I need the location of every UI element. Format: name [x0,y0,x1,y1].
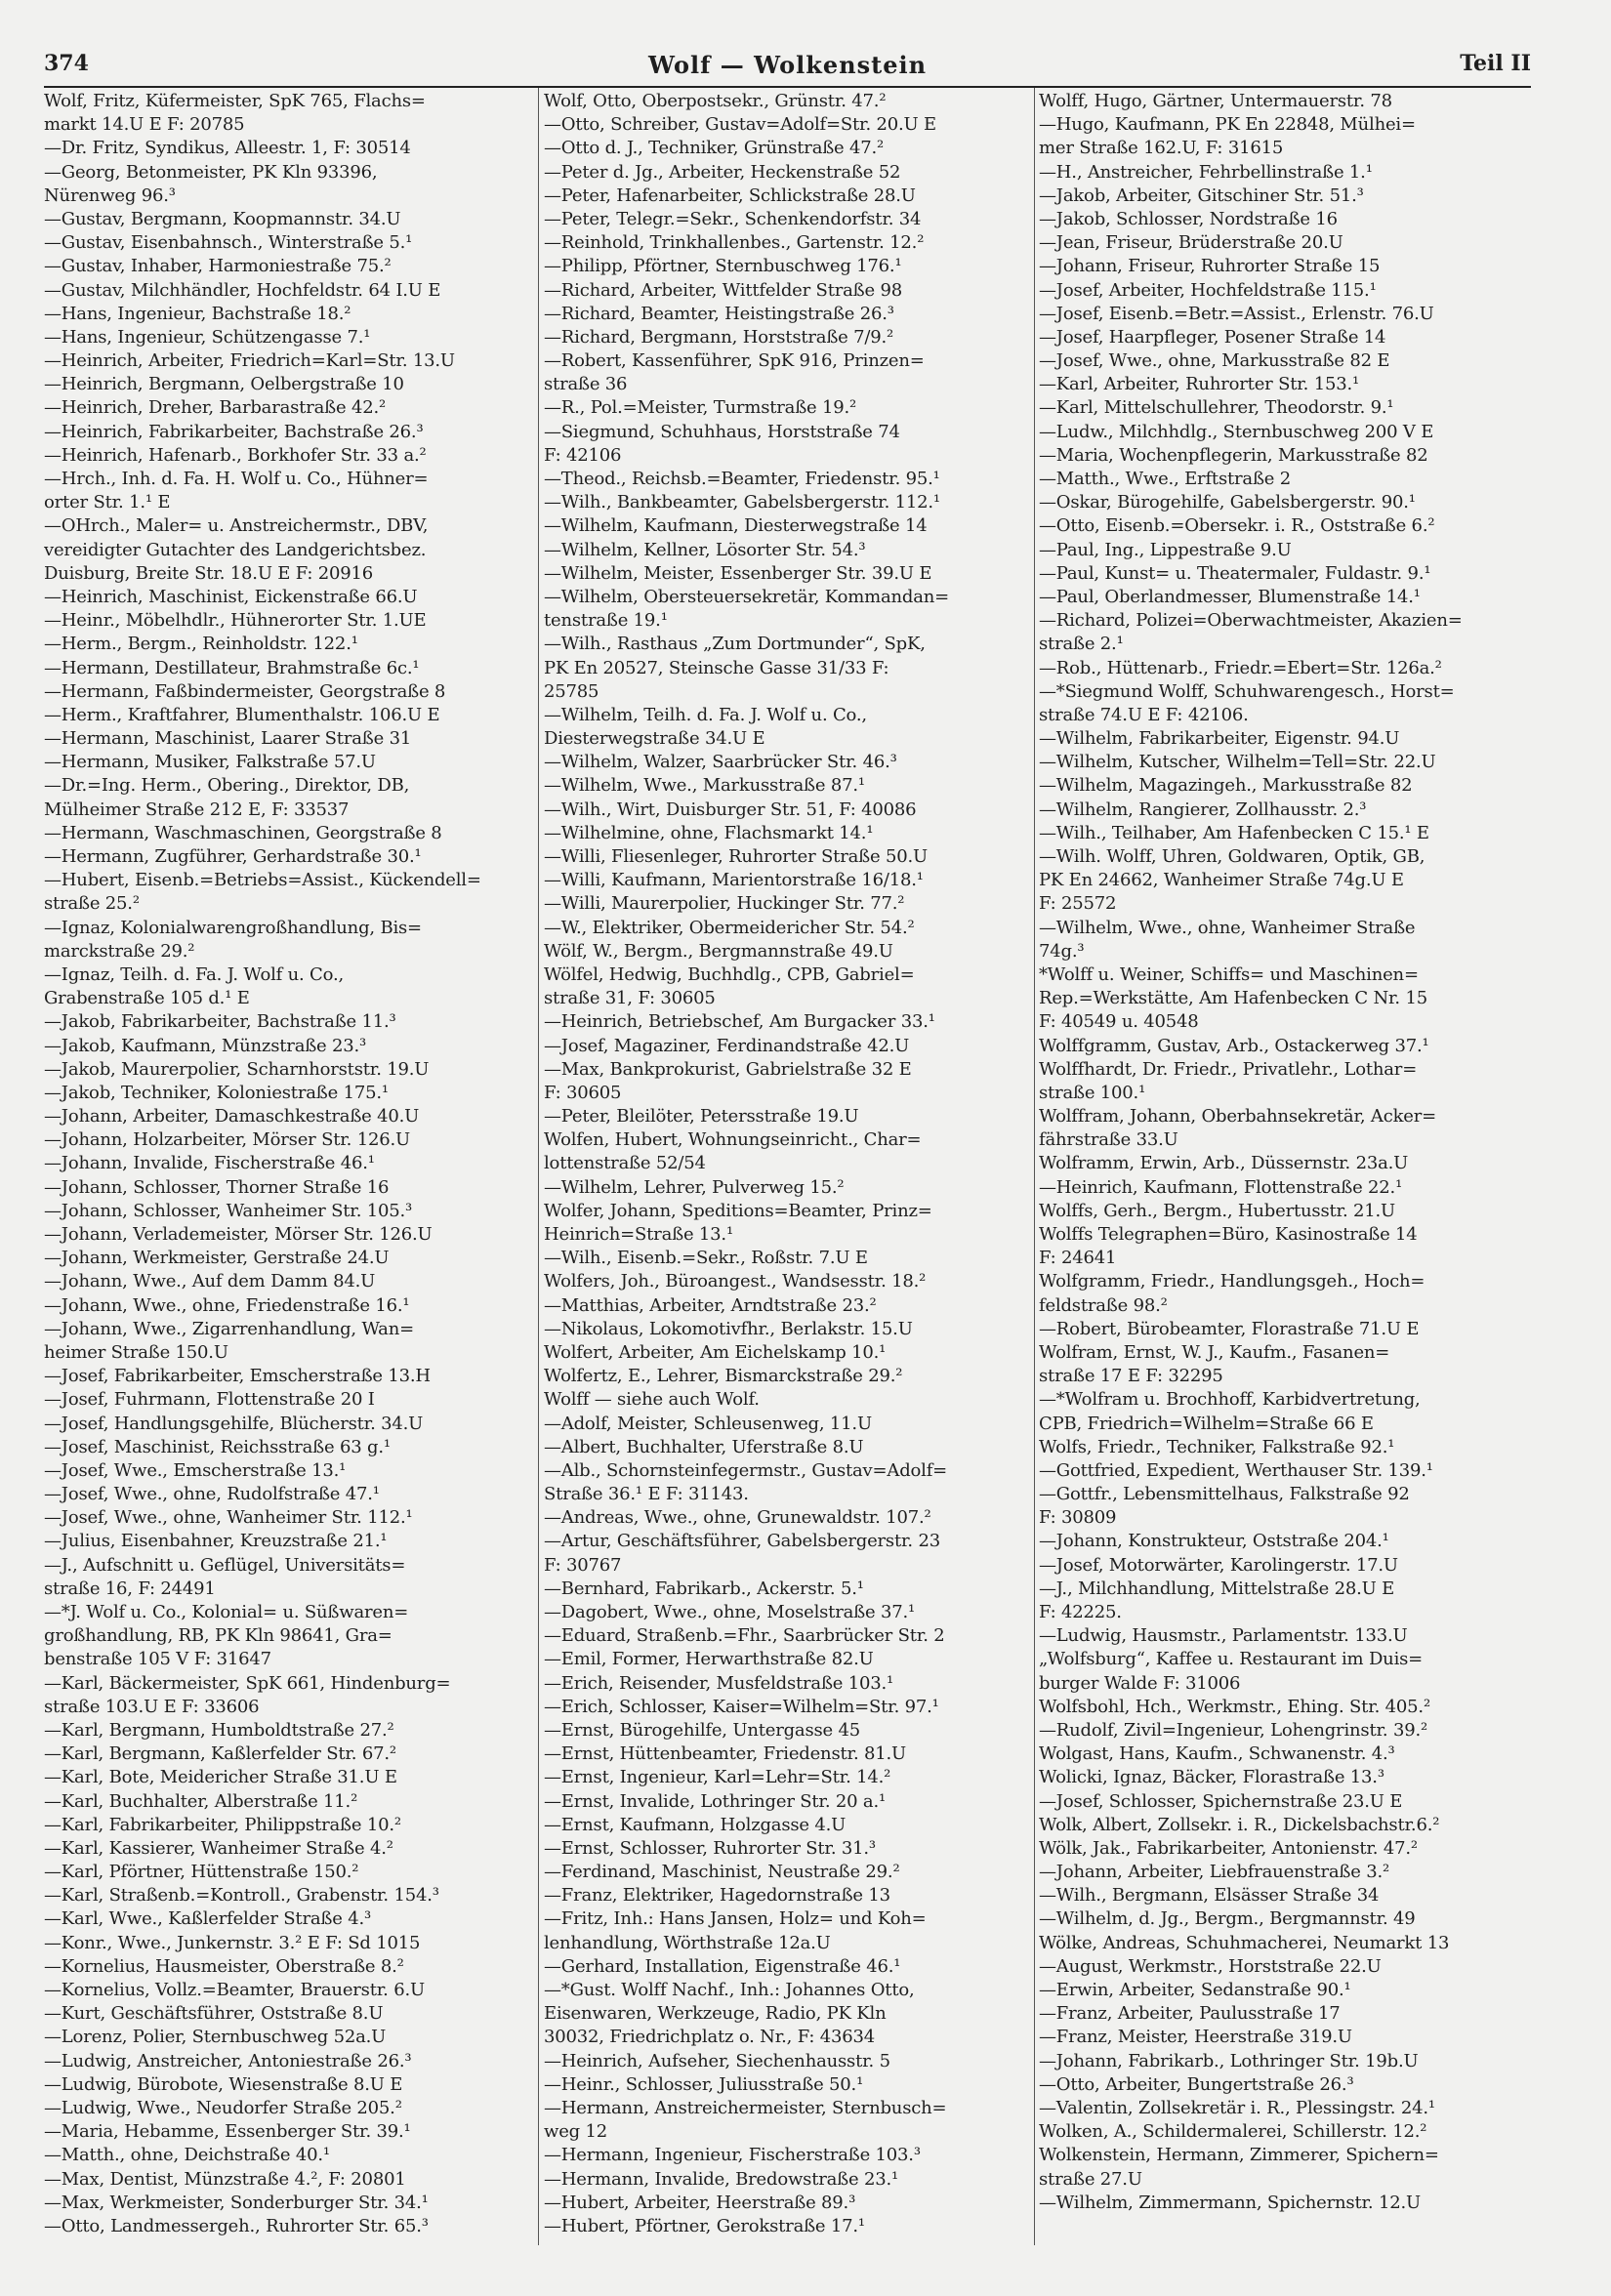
directory-entry-line: —*Gust. Wolff Nachf., Inh.: Johannes Otto, [544,1980,915,2000]
directory-entry-line: —Hubert, Arbeiter, Heerstraße 89.³ [544,2192,856,2213]
directory-entry-line: —Max, Bankprokurist, Gabrielstraße 32 E [544,1058,912,1080]
directory-entry-line: —Robert, Bürobeamter, Florastraße 71.U E [1039,1318,1420,1339]
page-header [44,51,1531,84]
directory-entry-line: —Hermann, Destillateur, Brahmstraße 6c.¹ [44,657,420,678]
directory-entry-line: —Josef, Fuhrmann, Flottenstraße 20 I [44,1389,375,1411]
directory-entry-line: straße 100.¹ [1039,1082,1146,1103]
directory-entry-line: —Karl, Straßenb.=Kontroll., Grabenstr. 154.³ [44,1885,439,1906]
directory-entry-line: PK En 24662, Wanheimer Straße 74g.U E [1039,870,1404,891]
directory-entry-line: Wolffhardt, Dr. Friedr., Privatlehr., Lothar= [1039,1058,1418,1080]
directory-entry-line: —Gottfr., Lebensmittelhaus, Falkstraße 92 [1039,1484,1410,1505]
directory-entry-line: —Ferdinand, Maschinist, Neustraße 29.² [544,1862,900,1883]
directory-entry-line: Wölk, Jak., Fabrikarbeiter, Antonienstr. 47.² [1039,1837,1418,1859]
directory-entry-line: marckstraße 29.² [44,940,195,962]
directory-entry-line: —Hubert, Eisenb.=Betriebs=Assist., Kückendell= [44,870,481,891]
directory-entry-line: —Wilhelm, Fabrikarbeiter, Eigenstr. 94.U [1039,728,1400,750]
directory-entry-line: lenhandlung, Wörthstraße 12a.U [544,1932,831,1953]
directory-entry-line: —Gustav, Inhaber, Harmoniestraße 75.² [44,256,392,277]
directory-entry-line: —Johann, Wwe., Auf dem Damm 84.U [44,1271,376,1292]
directory-entry-line: —Oskar, Bürogehilfe, Gabelsbergerstr. 90.¹ [1039,492,1416,513]
directory-entry-line: —Heinrich, Aufseher, Siechenhausstr. 5 [544,2050,890,2071]
directory-entry-line: —August, Werkmstr., Horststraße 22.U [1039,1955,1382,1977]
directory-entry-line: Wolfer, Johann, Speditions=Beamter, Prinz= [544,1200,932,1221]
directory-entry-line: —Robert, Kassenführer, SpK 916, Prinzen= [544,350,925,372]
directory-entry-line: Mülheimer Straße 212 E, F: 33537 [44,799,350,820]
directory-entry-line: —Heinrich, Betriebschef, Am Burgacker 33.¹ [544,1011,935,1033]
directory-entry-line: Wolffs Telegraphen=Büro, Kasinostraße 14 [1039,1224,1418,1245]
directory-entry-line: —Gerhard, Installation, Eigenstraße 46.¹ [544,1955,901,1977]
directory-entry-line: —Franz, Arbeiter, Paulusstraße 17 [1039,2003,1341,2025]
directory-entry-line: —Wilhelm, Rangierer, Zollhausstr. 2.³ [1039,799,1367,820]
directory-entry-line: F: 42106 [544,444,622,466]
directory-entry-line: —Heinrich, Dreher, Barbarastraße 42.² [44,397,386,419]
directory-entry-line: —Karl, Wwe., Kaßlerfelder Straße 4.³ [44,1908,371,1930]
directory-entry-line: —Johann, Invalide, Fischerstraße 46.¹ [44,1153,375,1174]
directory-entry-line: heimer Straße 150.U [44,1341,228,1363]
directory-entry-line: —Matth., ohne, Deichstraße 40.¹ [44,2145,330,2166]
directory-entry-line: —Otto, Arbeiter, Bungertstraße 26.³ [1039,2073,1354,2095]
directory-entry-line: —Karl, Bäckermeister, SpK 661, Hindenburg= [44,1672,451,1694]
directory-entry-line: Wolfgramm, Friedr., Handlungsgeh., Hoch= [1039,1271,1425,1292]
directory-entry-line: —Rob., Hüttenarb., Friedr.=Ebert=Str. 126a.² [1039,657,1442,678]
directory-entry-line: —Nikolaus, Lokomotivfhr., Berlakstr. 15.U [544,1318,913,1339]
directory-entry-line: Wolffgramm, Gustav, Arb., Ostackerweg 37.¹ [1039,1035,1429,1056]
directory-entry-line: —Josef, Arbeiter, Hochfeldstraße 115.¹ [1039,279,1377,301]
column-3 [1039,90,1532,2215]
directory-entry-line: —Ernst, Bürogehilfe, Untergasse 45 [544,1719,861,1741]
directory-entry-line: —Johann, Schlosser, Wanheimer Str. 105.³ [44,1200,413,1221]
directory-entry-line: großhandlung, RB, PK Kln 98641, Gra= [44,1625,392,1647]
directory-entry-line: —Gustav, Milchhändler, Hochfeldstr. 64 I.U E [44,279,441,301]
directory-entry-line: —Matthias, Arbeiter, Arndtstraße 23.² [544,1294,877,1316]
directory-entry-line: —Ludwig, Anstreicher, Antoniestraße 26.³ [44,2050,412,2071]
directory-entry-line: burger Walde F: 31006 [1039,1672,1241,1694]
directory-entry-line: —Wilhelm, Kutscher, Wilhelm=Tell=Str. 22.U [1039,752,1436,773]
directory-entry-line: —Kornelius, Vollz.=Beamter, Brauerstr. 6.U [44,1980,425,2000]
directory-entry-line: —Hrch., Inh. d. Fa. H. Wolf u. Co., Hühner= [44,469,429,489]
directory-entry-line: —Paul, Ing., Lippestraße 9.U [1039,539,1292,560]
directory-entry-line: —Theod., Reichsb.=Beamter, Friedenstr. 95.¹ [544,469,940,489]
directory-entry-line: —*Siegmund Wolff, Schuhwarengesch., Horst= [1039,680,1455,702]
directory-entry-line: —Ignaz, Kolonialwarengroßhandlung, Bis= [44,917,422,938]
directory-entry-line: Wölfel, Hedwig, Buchhdlg., CPB, Gabriel= [544,964,915,985]
directory-entry-line: —Hugo, Kaufmann, PK En 22848, Mülhei= [1039,114,1416,136]
directory-entry-line: feldstraße 98.² [1039,1294,1168,1316]
directory-entry-line: —Richard, Arbeiter, Wittfelder Straße 98 [544,279,902,301]
directory-entry-line: —Bernhard, Fabrikarb., Ackerstr. 5.¹ [544,1578,864,1599]
directory-entry-line: —Artur, Geschäftsführer, Gabelsbergerstr. 23 [544,1531,940,1552]
directory-entry-line: —Josef, Handlungsgehilfe, Blücherstr. 34.U [44,1413,424,1434]
directory-entry-line: —Julius, Eisenbahner, Kreuzstraße 21.¹ [44,1531,388,1552]
directory-entry-line: —Heinrich, Kaufmann, Flottenstraße 22.¹ [1039,1176,1403,1198]
directory-entry-line: Heinrich=Straße 13.¹ [544,1224,733,1245]
directory-entry-line: weg 12 [544,2121,608,2143]
directory-entry-line: —Rudolf, Zivil=Ingenieur, Lohengrinstr. 39.² [1039,1719,1427,1741]
directory-entry-line: —Kurt, Geschäftsführer, Oststraße 8.U [44,2003,384,2025]
directory-entry-line: —Heinrich, Bergmann, Oelbergstraße 10 [44,374,404,395]
directory-entry-line: —Josef, Eisenb.=Betr.=Assist., Erlenstr. 76.U [1039,303,1434,324]
directory-entry-line: Wolicki, Ignaz, Bäcker, Florastraße 13.³ [1039,1767,1384,1788]
directory-entry-line: —Peter, Hafenarbeiter, Schlickstraße 28.U [544,184,916,206]
directory-entry-line: —Wilh., Bergmann, Elsässer Straße 34 [1039,1885,1380,1906]
header-rule [44,86,1531,88]
directory-entry-line: —Ernst, Ingenieur, Karl=Lehr=Str. 14.² [544,1767,891,1788]
directory-entry-line: —Ernst, Hüttenbeamter, Friedenstr. 81.U [544,1743,906,1765]
directory-entry-line: Wolfertz, E., Lehrer, Bismarckstraße 29.² [544,1366,903,1387]
directory-entry-line: —Johann, Schlosser, Thorner Straße 16 [44,1176,390,1198]
directory-entry-line: markt 14.U E F: 20785 [44,114,245,136]
directory-entry-line: —Hermann, Maschinist, Laarer Straße 31 [44,728,412,750]
directory-entry-line: —Hubert, Pförtner, Gerokstraße 17.¹ [544,2215,865,2236]
directory-entry-line: —Josef, Haarpfleger, Posener Straße 14 [1039,326,1386,348]
directory-entry-line: lottenstraße 52/54 [544,1153,706,1174]
directory-entry-line: —Maria, Wochenpflegerin, Markusstraße 82 [1039,444,1428,466]
directory-entry-line: —Johann, Friseur, Ruhrorter Straße 15 [1039,256,1381,277]
directory-entry-line: —Ludwig, Hausmstr., Parlamentstr. 133.U [1039,1625,1408,1647]
directory-entry-line: —Wilh. Wolff, Uhren, Goldwaren, Optik, GB, [1039,846,1425,867]
directory-entry-line: Wolf, Fritz, Küfermeister, SpK 765, Flachs= [44,91,426,111]
directory-entry-line: —Wilhelm, Walzer, Saarbrücker Str. 46.³ [544,752,897,773]
directory-entry-line: —Alb., Schornsteinfegermstr., Gustav=Adolf= [544,1459,948,1481]
directory-entry-line: —Wilh., Rasthaus „Zum Dortmunder“, SpK, [544,634,926,655]
directory-entry-line: Wolfsbohl, Hch., Werkmstr., Ehing. Str. 405.² [1039,1696,1430,1717]
directory-entry-line: straße 16, F: 24491 [44,1578,216,1599]
directory-entry-line: straße 103.U E F: 33606 [44,1696,260,1717]
directory-entry-line: —Richard, Polizei=Oberwachtmeister, Akazien= [1039,610,1463,632]
column-2 [544,90,1037,2238]
directory-entry-line: —Jakob, Fabrikarbeiter, Bachstraße 11.³ [44,1011,396,1033]
directory-entry-line: —OHrch., Maler= u. Anstreichermstr., DBV, [44,515,429,537]
directory-entry-line: —Matth., Wwe., Erftstraße 2 [1039,469,1292,489]
directory-entry-line: F: 30605 [544,1082,622,1103]
directory-entry-line: —Otto, Schreiber, Gustav=Adolf=Str. 20.U E [544,114,936,136]
directory-entry-line: —Ludwig, Bürobote, Wiesenstraße 8.U E [44,2073,403,2095]
directory-entry-line: —Erich, Reisender, Musfeldstraße 103.¹ [544,1672,894,1694]
directory-entry-line: Wolf, Otto, Oberpostsekr., Grünstr. 47.² [544,91,887,111]
directory-entry-line: Wölke, Andreas, Schuhmacherei, Neumarkt 13 [1039,1932,1450,1953]
directory-entry-line: —Reinhold, Trinkhallenbes., Gartenstr. 12.² [544,232,925,254]
directory-entry-line: Wolff, Hugo, Gärtner, Untermauerstr. 78 [1039,91,1392,111]
directory-entry-line: orter Str. 1.¹ E [44,492,171,513]
directory-entry-line: Wolkenstein, Hermann, Zimmerer, Spichern= [1039,2145,1439,2166]
column-divider [538,88,539,2245]
directory-entry-line: —Johann, Verlademeister, Mörser Str. 126.U [44,1224,433,1245]
directory-entry-line: —Johann, Arbeiter, Damaschkestraße 40.U [44,1106,420,1128]
directory-entry-line: —Johann, Konstrukteur, Oststraße 204.¹ [1039,1531,1389,1552]
directory-entry-line: —Gustav, Eisenbahnsch., Winterstraße 5.¹ [44,232,413,254]
directory-entry-line: —Ernst, Kaufmann, Holzgasse 4.U [544,1814,847,1835]
directory-entry-line: F: 40549 u. 40548 [1039,1011,1199,1033]
directory-entry-line: —Otto d. J., Techniker, Grünstraße 47.² [544,138,885,159]
directory-entry-line: —Heinrich, Fabrikarbeiter, Bachstraße 26.³ [44,421,424,442]
directory-entry-line: fährstraße 33.U [1039,1129,1178,1151]
directory-entry-line: —Willi, Fliesenleger, Ruhrorter Straße 50.U [544,846,928,867]
directory-entry-line: —Eduard, Straßenb.=Fhr., Saarbrücker Str. 2 [544,1625,945,1647]
directory-entry-line: —Peter, Telegr.=Sekr., Schenkendorfstr. 34 [544,208,922,229]
directory-entry-line: —Karl, Bergmann, Humboldtstraße 27.² [44,1719,394,1741]
directory-entry-line: —Karl, Bote, Meidericher Straße 31.U E [44,1767,397,1788]
directory-entry-line: 30032, Friedrichplatz o. Nr., F: 43634 [544,2027,876,2048]
part-label: Teil II [1460,51,1531,76]
directory-entry-line: PK En 20527, Steinsche Gasse 31/33 F: [544,657,889,678]
directory-entry-line: —Johann, Fabrikarb., Lothringer Str. 19b.U [1039,2050,1419,2071]
directory-entry-line: —Wilhelmine, ohne, Flachsmarkt 14.¹ [544,822,874,843]
directory-entry-line: —J., Milchhandlung, Mittelstraße 28.U E [1039,1578,1395,1599]
directory-entry-line: —W., Elektriker, Obermeidericher Str. 54.² [544,917,915,938]
directory-entry-line: Diesterwegstraße 34.U E [544,728,765,750]
directory-entry-line: straße 36 [544,374,628,395]
directory-entry-line: —Wilhelm, Wwe., ohne, Wanheimer Straße [1039,917,1416,938]
directory-entry-line: —Dr.=Ing. Herm., Obering., Direktor, DB, [44,775,410,797]
directory-entry-line: Wolff — siehe auch Wolf. [544,1389,760,1411]
directory-entry-line: —Johann, Wwe., Zigarrenhandlung, Wan= [44,1318,414,1339]
directory-entry-line: —Hermann, Ingenieur, Fischerstraße 103.³ [544,2145,921,2166]
directory-entry-line: —Heinrich, Arbeiter, Friedrich=Karl=Str. 13.U [44,350,455,372]
page-title: Wolf — Wolkenstein [647,51,928,79]
directory-entry-line: —Willi, Kaufmann, Marientorstraße 16/18.¹ [544,870,924,891]
directory-entry-line: —Maria, Hebamme, Essenberger Str. 39.¹ [44,2121,411,2143]
column-1 [44,90,537,2238]
directory-entry-line: —Ludwig, Wwe., Neudorfer Straße 205.² [44,2097,402,2118]
directory-entry-line: —Wilh., Wirt, Duisburger Str. 51, F: 40086 [544,799,917,820]
directory-entry-line: —Ignaz, Teilh. d. Fa. J. Wolf u. Co., [44,964,344,985]
directory-entry-line: —Josef, Wwe., ohne, Wanheimer Str. 112.¹ [44,1507,413,1529]
directory-entry-line: —Josef, Schlosser, Spichernstraße 23.U E [1039,1790,1403,1812]
directory-entry-line: Wolfers, Joh., Büroangest., Wandsesstr. 18.² [544,1271,927,1292]
directory-entry-line: Wolffram, Johann, Oberbahnsekretär, Acker= [1039,1106,1437,1128]
directory-entry-line: —Karl, Kassierer, Wanheimer Straße 4.² [44,1837,393,1859]
directory-entry-line: —Erwin, Arbeiter, Sedanstraße 90.¹ [1039,1980,1351,2000]
directory-entry-line: F: 42225. [1039,1602,1122,1622]
directory-entry-line: —R., Pol.=Meister, Turmstraße 19.² [544,397,857,419]
directory-entry-line: —Peter d. Jg., Arbeiter, Heckenstraße 52 [544,161,901,183]
directory-entry-line: —Otto, Eisenb.=Obersekr. i. R., Oststraße 6.² [1039,515,1435,537]
directory-entry-line: Wolken, A., Schildermalerei, Schillerstr. 12.² [1039,2121,1427,2143]
directory-entry-line: —Philipp, Pförtner, Sternbuschweg 176.¹ [544,256,902,277]
directory-entry-line: —Georg, Betonmeister, PK Kln 93396, [44,161,378,183]
directory-entry-line: 25785 [544,680,599,702]
directory-entry-line: —Karl, Arbeiter, Ruhrorter Str. 153.¹ [1039,374,1359,395]
directory-entry-line: —Johann, Arbeiter, Liebfrauenstraße 3.² [1039,1862,1390,1883]
directory-entry-line: —Hermann, Faßbindermeister, Georgstraße 8 [44,680,446,702]
directory-entry-line: —Gottfried, Expedient, Werthauser Str. 139.¹ [1039,1459,1433,1481]
directory-entry-line: —Jakob, Schlosser, Nordstraße 16 [1039,208,1338,229]
directory-entry-line: straße 74.U E F: 42106. [1039,704,1249,725]
directory-entry-line: —Ernst, Schlosser, Ruhrorter Str. 31.³ [544,1837,876,1859]
directory-entry-line: „Wolfsburg“, Kaffee u. Restaurant im Duis= [1039,1649,1424,1670]
directory-entry-line: —Josef, Fabrikarbeiter, Emscherstraße 13.H [44,1366,431,1387]
directory-entry-line: Straße 36.¹ E F: 31143. [544,1484,749,1505]
directory-entry-line: —Richard, Bergmann, Horststraße 7/9.² [544,326,894,348]
directory-entry-line: —Kornelius, Hausmeister, Oberstraße 8.² [44,1955,404,1977]
directory-entry-line: —Johann, Wwe., ohne, Friedenstraße 16.¹ [44,1294,410,1316]
directory-entry-line: F: 25572 [1039,893,1117,915]
directory-entry-line: —Wilhelm, Lehrer, Pulverweg 15.² [544,1176,845,1198]
directory-entry-line: —Jakob, Kaufmann, Münzstraße 23.³ [44,1035,367,1056]
page-number: 374 [44,51,89,76]
directory-entry-line: Wolffs, Gerh., Bergm., Hubertusstr. 21.U [1039,1200,1395,1221]
directory-entry-line: —Wilh., Teilhaber, Am Hafenbecken C 15.¹ E [1039,822,1429,843]
directory-entry-line: —Wilh., Eisenb.=Sekr., Roßstr. 7.U E [544,1248,868,1269]
directory-entry-line: —Fritz, Inh.: Hans Jansen, Holz= und Koh= [544,1908,927,1930]
directory-entry-line: —Hans, Ingenieur, Bachstraße 18.² [44,303,351,324]
directory-entry-line: Wolfert, Arbeiter, Am Eichelskamp 10.¹ [544,1341,887,1363]
directory-entry-line: —Johann, Holzarbeiter, Mörser Str. 126.U [44,1129,410,1151]
directory-entry-line: 74g.³ [1039,940,1085,962]
directory-entry-line: —Wilhelm, Zimmermann, Spichernstr. 12.U [1039,2192,1421,2213]
directory-entry-line: —Paul, Oberlandmesser, Blumenstraße 14.¹ [1039,586,1421,607]
directory-entry-line: —Wilhelm, Meister, Essenberger Str. 39.U E [544,562,932,584]
directory-entry-line: —Heinr., Schlosser, Juliusstraße 50.¹ [544,2073,864,2095]
directory-entry-line: —Jakob, Arbeiter, Gitschiner Str. 51.³ [1039,184,1364,206]
directory-entry-line: F: 30767 [544,1554,622,1576]
directory-entry-line: —Karl, Pförtner, Hüttenstraße 150.² [44,1862,359,1883]
directory-entry-line: —Wilhelm, d. Jg., Bergm., Bergmannstr. 49 [1039,1908,1416,1930]
directory-entry-line: Wölf, W., Bergm., Bergmannstraße 49.U [544,940,893,962]
directory-entry-line: —Emil, Former, Herwarthstraße 82.U [544,1649,874,1670]
directory-entry-line: —Albert, Buchhalter, Uferstraße 8.U [544,1436,864,1457]
directory-entry-line: Duisburg, Breite Str. 18.U E F: 20916 [44,562,374,584]
directory-entry-line: —Lorenz, Polier, Sternbuschweg 52a.U [44,2027,387,2048]
directory-entry-line: Nürenweg 96.³ [44,184,176,206]
directory-entry-line: —Dr. Fritz, Syndikus, Alleestr. 1, F: 30514 [44,138,411,159]
directory-entry-line: —Gustav, Bergmann, Koopmannstr. 34.U [44,208,401,229]
directory-entry-line: —Karl, Bergmann, Kaßlerfelder Str. 67.² [44,1743,396,1765]
directory-entry-line: —Hermann, Waschmaschinen, Georgstraße 8 [44,822,442,843]
directory-entry-line: —Johann, Werkmeister, Gerstraße 24.U [44,1248,390,1269]
directory-entry-line: —Josef, Motorwärter, Karolingerstr. 17.U [1039,1554,1398,1576]
directory-entry-line: —Peter, Bleilöter, Petersstraße 19.U [544,1106,859,1128]
directory-entry-line: —J., Aufschnitt u. Geflügel, Universitäts= [44,1554,406,1576]
directory-entry-line: —Wilhelm, Magazingeh., Markusstraße 82 [1039,775,1413,797]
directory-entry-line: —H., Anstreicher, Fehrbellinstraße 1.¹ [1039,161,1373,183]
directory-entry-line: —Herm., Kraftfahrer, Blumenthalstr. 106.U E [44,704,440,725]
directory-entry-line: —Franz, Elektriker, Hagedornstraße 13 [544,1885,890,1906]
directory-entry-line: —*J. Wolf u. Co., Kolonial= u. Süßwaren= [44,1602,409,1622]
directory-entry-line: —Konr., Wwe., Junkernstr. 3.² E F: Sd 1015 [44,1932,421,1953]
directory-entry-line: —Willi, Maurerpolier, Huckinger Str. 77.² [544,893,905,915]
directory-entry-line: —Siegmund, Schuhhaus, Horststraße 74 [544,421,900,442]
directory-entry-line: benstraße 105 V F: 31647 [44,1649,271,1670]
directory-entry-line: vereidigter Gutachter des Landgerichtsbez. [44,539,427,560]
directory-entry-line: —Karl, Mittelschullehrer, Theodorstr. 9.¹ [1039,397,1394,419]
directory-entry-line: Rep.=Werkstätte, Am Hafenbecken C Nr. 15 [1039,988,1427,1009]
directory-entry-line: —Hans, Ingenieur, Schützengasse 7.¹ [44,326,371,348]
directory-entry-line: —Ernst, Invalide, Lothringer Str. 20 a.¹ [544,1790,886,1812]
directory-entry-line: Wolfen, Hubert, Wohnungseinricht., Char= [544,1129,922,1151]
directory-entry-line: —*Wolfram u. Brochhoff, Karbidvertretung, [1039,1389,1421,1411]
directory-entry-line: Wolfs, Friedr., Techniker, Falkstraße 92.¹ [1039,1436,1395,1457]
directory-entry-line: Wolk, Albert, Zollsekr. i. R., Dickelsbachstr.6.² [1039,1814,1440,1835]
directory-entry-line: —Erich, Schlosser, Kaiser=Wilhelm=Str. 97.¹ [544,1696,939,1717]
directory-entry-line: Grabenstraße 105 d.¹ E [44,988,250,1009]
directory-entry-line: —Hermann, Anstreichermeister, Sternbusch= [544,2097,947,2118]
directory-entry-line: —Wilhelm, Wwe., Markusstraße 87.¹ [544,775,865,797]
directory-entry-line: *Wolff u. Weiner, Schiffs= und Maschinen= [1039,964,1419,985]
directory-entry-line: —Josef, Wwe., ohne, Rudolfstraße 47.¹ [44,1484,380,1505]
directory-entry-line: —Karl, Buchhalter, Alberstraße 11.² [44,1790,358,1812]
directory-entry-line: Wolgast, Hans, Kaufm., Schwanenstr. 4.³ [1039,1743,1395,1765]
directory-entry-line: F: 24641 [1039,1248,1117,1269]
directory-entry-line: —Valentin, Zollsekretär i. R., Plessingstr. 24.¹ [1039,2097,1435,2118]
directory-entry-line: mer Straße 162.U, F: 31615 [1039,138,1284,159]
directory-entry-line: —Max, Werkmeister, Sonderburger Str. 34.¹ [44,2192,429,2213]
directory-entry-line: —Heinrich, Maschinist, Eickenstraße 66.U [44,586,418,607]
directory-entry-line: —Karl, Fabrikarbeiter, Philippstraße 10.² [44,1814,401,1835]
directory-entry-line: —Paul, Kunst= u. Theatermaler, Fuldastr. 9.¹ [1039,562,1431,584]
directory-entry-line: —Heinrich, Hafenarb., Borkhofer Str. 33 a.² [44,444,427,466]
directory-entry-line: —Richard, Beamter, Heistingstraße 26.³ [544,303,894,324]
directory-entry-line: —Josef, Wwe., ohne, Markusstraße 82 E [1039,350,1390,372]
directory-entry-line: Eisenwaren, Werkzeuge, Radio, PK Kln [544,2003,887,2025]
directory-entry-line: F: 30809 [1039,1507,1117,1529]
directory-entry-line: —Hermann, Zugführer, Gerhardstraße 30.¹ [44,846,422,867]
directory-entry-line: —Hermann, Invalide, Bredowstraße 23.¹ [544,2168,899,2190]
directory-entry-line: —Wilhelm, Kaufmann, Diesterwegstraße 14 [544,515,928,537]
directory-entry-line: straße 2.¹ [1039,634,1124,655]
directory-entry-line: —Josef, Wwe., Emscherstraße 13.¹ [44,1459,347,1481]
directory-entry-line: —Jakob, Maurerpolier, Scharnhorststr. 19.U [44,1058,430,1080]
directory-entry-line: tenstraße 19.¹ [544,610,668,632]
directory-entry-line: straße 27.U [1039,2168,1142,2190]
directory-entry-line: —Wilhelm, Teilh. d. Fa. J. Wolf u. Co., [544,704,867,725]
directory-entry-line: straße 17 E F: 32295 [1039,1366,1223,1387]
directory-entry-line: —Hermann, Musiker, Falkstraße 57.U [44,752,376,773]
directory-entry-line: —Wilhelm, Kellner, Lösorter Str. 54.³ [544,539,866,560]
directory-entry-line: —Wilhelm, Obersteuersekretär, Kommandan= [544,586,950,607]
directory-entry-line: —Jean, Friseur, Brüderstraße 20.U [1039,232,1343,254]
directory-entry-line: straße 25.² [44,893,140,915]
directory-entry-line: —Adolf, Meister, Schleusenweg, 11.U [544,1413,872,1434]
directory-entry-line: —Ludw., Milchhdlg., Sternbuschweg 200 V E [1039,421,1434,442]
directory-entry-line: Wolfram, Ernst, W. J., Kaufm., Fasanen= [1039,1341,1390,1363]
directory-entry-line: —Otto, Landmessergeh., Ruhrorter Str. 65.³ [44,2215,429,2236]
directory-entry-line: —Herm., Bergm., Reinholdstr. 122.¹ [44,634,358,655]
directory-entry-line: Wolframm, Erwin, Arb., Düssernstr. 23a.U [1039,1153,1409,1174]
directory-entry-line: —Dagobert, Wwe., ohne, Moselstraße 37.¹ [544,1602,915,1622]
directory-entry-line: —Andreas, Wwe., ohne, Grunewaldstr. 107.² [544,1507,931,1529]
directory-entry-line: —Max, Dentist, Münzstraße 4.², F: 20801 [44,2168,406,2190]
directory-entry-line: —Franz, Meister, Heerstraße 319.U [1039,2027,1352,2048]
directory-entry-line: —Heinr., Möbelhdlr., Hühnerorter Str. 1.UE [44,610,427,632]
directory-entry-line: CPB, Friedrich=Wilhelm=Straße 66 E [1039,1413,1374,1434]
directory-entry-line: straße 31, F: 30605 [544,988,716,1009]
directory-entry-line: —Josef, Maschinist, Reichsstraße 63 g.¹ [44,1436,391,1457]
directory-entry-line: —Jakob, Techniker, Koloniestraße 175.¹ [44,1082,389,1103]
directory-entry-line: —Wilh., Bankbeamter, Gabelsbergerstr. 112.¹ [544,492,940,513]
directory-entry-line: —Josef, Magaziner, Ferdinandstraße 42.U [544,1035,910,1056]
